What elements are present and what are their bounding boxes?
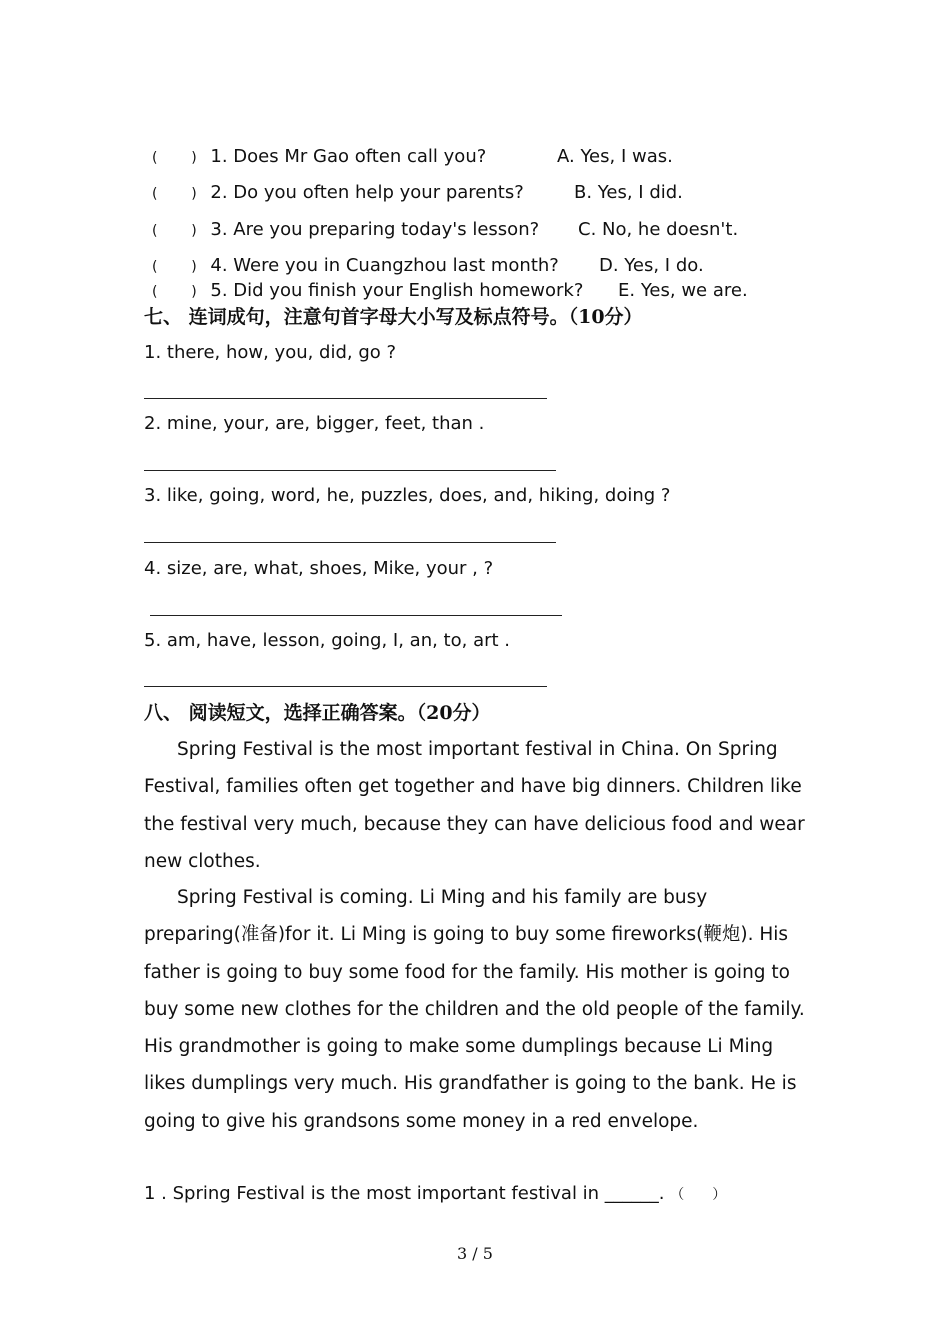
- section-7-heading: 七、 连词成句，注意句首字母大小写及标点符号。（10分）: [144, 306, 643, 328]
- answer-paren-left: (: [152, 223, 158, 239]
- paragraph-text: Spring Festival is coming. Li Ming and his family are busy preparing(准备)for it. Li Ming is going to buy some fireworks(鞭炮). His father is going to buy some food for the family. His mother is going to buy some new clothes for the children and the old people of the family. His grandmother is going to make some dumplings because Li Ming likes dumplings very much. His grandfather is going to the bank. He is going to give his grandsons some money in a red envelope.: [144, 887, 805, 1132]
- sentence-item: 3. like, going, word, he, puzzles, does, and, hiking, doing ?: [144, 485, 671, 506]
- sentence-item: 5. am, have, lesson, going, I, an, to, art .: [144, 630, 511, 651]
- answer-paren-right: ): [191, 223, 197, 239]
- answer-line[interactable]: [144, 398, 547, 399]
- matching-question: 4. Were you in Cuangzhou last month?: [210, 255, 559, 276]
- matching-answer: C. No, he doesn't.: [578, 219, 739, 240]
- answer-line[interactable]: [144, 686, 547, 687]
- answer-line[interactable]: [144, 542, 556, 543]
- question-text: 1 . Spring Festival is the most important festival in ______.: [144, 1183, 665, 1204]
- page-number: 3 / 5: [457, 1244, 493, 1263]
- matching-question: 1. Does Mr Gao often call you?: [210, 146, 487, 167]
- matching-row: [152, 254, 559, 279]
- answer-paren-left: (: [152, 284, 158, 300]
- answer-paren[interactable]: （ ）: [670, 1187, 727, 1203]
- answer-line[interactable]: [144, 470, 556, 471]
- answer-paren-right: ): [191, 186, 197, 202]
- answer-paren-left: (: [152, 259, 158, 275]
- sentence-item: 2. mine, your, are, bigger, feet, than .: [144, 413, 485, 434]
- matching-answer: B. Yes, I did.: [574, 182, 683, 203]
- matching-question: 2. Do you often help your parents?: [210, 182, 524, 203]
- matching-row: [152, 279, 583, 304]
- section-8-heading: 八、 阅读短文，选择正确答案。（20分）: [144, 702, 491, 724]
- sentence-item: 1. there, how, you, did, go ?: [144, 342, 397, 363]
- matching-answer: E. Yes, we are.: [618, 280, 748, 301]
- matching-answer: A. Yes, I was.: [557, 146, 673, 167]
- matching-question: 3. Are you preparing today's lesson?: [210, 219, 540, 240]
- matching-question: 5. Did you finish your English homework?: [210, 280, 584, 301]
- answer-line[interactable]: [150, 615, 562, 616]
- paragraph-text: Spring Festival is the most important festival in China. On Spring Festival, families often get together and have big dinners. Children like the festival very much, because they can have delicious food and wear new clothes.: [144, 739, 805, 872]
- matching-row: [152, 181, 524, 206]
- answer-paren-right: ): [191, 150, 197, 166]
- answer-paren-left: (: [152, 150, 158, 166]
- matching-row: [152, 218, 539, 243]
- answer-paren-left: (: [152, 186, 158, 202]
- sentence-item: 4. size, are, what, shoes, Mike, your , ?: [144, 558, 494, 579]
- reading-question-1: [144, 1182, 726, 1207]
- matching-row: [152, 145, 486, 170]
- answer-paren-right: ): [191, 259, 197, 275]
- reading-paragraph-2: [144, 879, 812, 1140]
- answer-paren-right: ): [191, 284, 197, 300]
- matching-answer: D. Yes, I do.: [599, 255, 704, 276]
- reading-paragraph-1: [144, 731, 812, 880]
